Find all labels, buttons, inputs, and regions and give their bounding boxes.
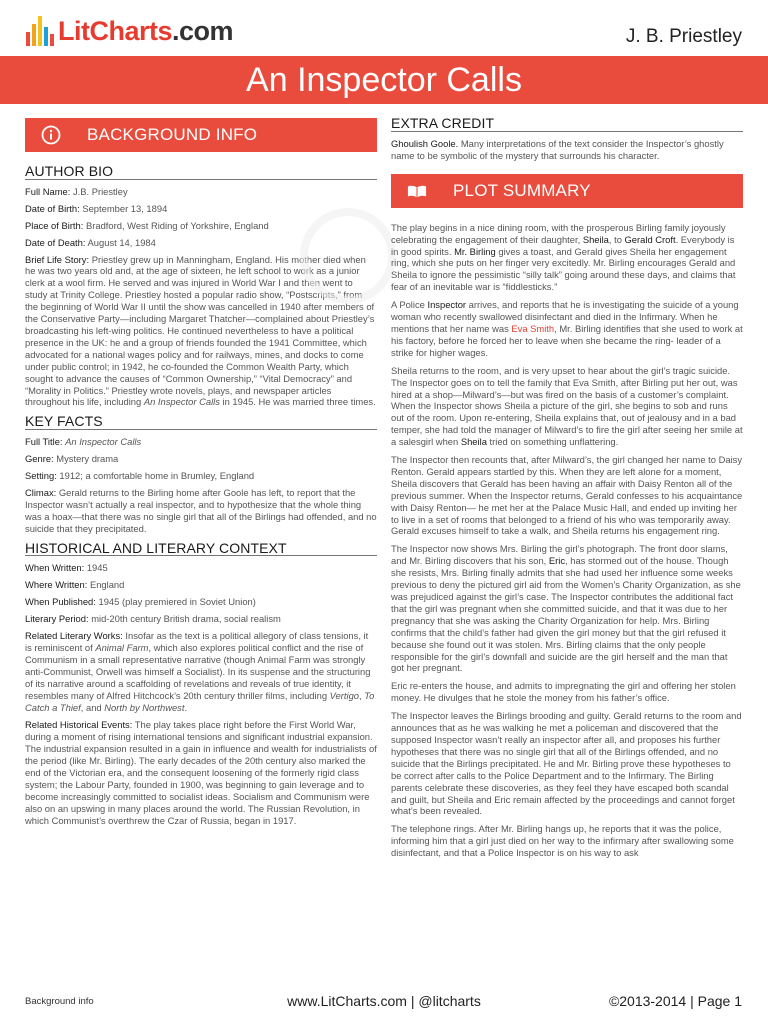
- when-published-row: When Published: 1945 (play premiered in Soviet Union): [25, 596, 256, 608]
- plot-paragraph-4: The Inspector then recounts that, after Milward’s, the girl changed her name to Daisy Renton. Gerald appears startled by this. When they are left alone for a moment, Sheila discovers that Gerald has been having an affair with Daisy Renton all of the previous summer. When the Inspector returns, Gerald confesses to his acquaintance with Daisy Renton— he met her at the Palace Music Hall, and ended up inviting her to live in a set of rooms that belonged to a friend of his who was temporarily away. Gerald excuses himself to take a walk, and Sheila returns his engagement ring.: [391, 454, 743, 537]
- extra-credit-heading: EXTRA CREDIT: [391, 118, 743, 132]
- footer-page-number: ©2013-2014 | Page 1: [608, 993, 742, 1009]
- footer-section-label: Background info: [25, 996, 94, 1007]
- climax-row: Climax: Gerald returns to the Birling home after Goole has left, to report that the Inspector wasn’t actually a real inspector, and to hypothesize that the whole thing was a hoax—that there was no single girl that all of the Birlings had offended, and no suicide that they precipitated.: [25, 486, 377, 534]
- plot-paragraph-1: The play begins in a nice dining room, with the prosperous Birling family joyously celebrating the engagement of their daughter, Sheila, to Gerald Croft. Everybody is in good spirits. Mr. Birling gives a toast, and Gerald gives Sheila her engagement ring, which she puts on her finger very excitedly. Mr. Birling encourages Gerald and Sheila to ignore the pessimistic “silly talk” going around these days, and claims that fear of an inevitable war is “fiddlesticks.”: [391, 221, 736, 293]
- key-facts-heading: KEY FACTS: [25, 416, 377, 430]
- footer-website-link[interactable]: www.LitCharts.com | @litcharts: [287, 993, 481, 1009]
- where-written-row: Where Written: England: [25, 579, 125, 591]
- page-title: An Inspector Calls: [246, 61, 522, 99]
- genre-row: Genre: Mystery drama: [25, 453, 119, 465]
- author-name: J. B. Priestley: [625, 26, 742, 47]
- plot-paragraph-8: The telephone rings. After Mr. Birling hangs up, he reports that it was the police, informing him that a girl just died on her way to the infirmary after swallowing some disinfectant, and that a Police Inspector is on his way to ask: [391, 823, 734, 859]
- life-story: Brief Life Story: Priestley grew up in Manningham, England. His mother died when he was two years old and, at the age of sixteen, he left school to work as a junior clerk at a wool firm. He served and was injured in World War I and then went to study at Trinity College. Priestley hosted a popular radio show, “Postscripts,” from the beginning of World War II until the show was cancelled in 1940 after members of the Conservative Party—including Margaret Thatcher—complained about Priestley’s broadcasting his left-wing politics. He continued nevertheless to have a political presence in the UK: he and a group of friends founded the 1941 Committee, which advocated for a national wages policy and for railways, mines, and docks to come under public control; in 1942, he co-founded the Common Wealth Party, which sought to advance the causes of “Common Ownership,” “Vital Democracy” and “Morality in Politics.” Priestley wrote novels, plays, and newspaper articles throughout his life, including An Inspector Calls in 1945. He was married three times.: [25, 253, 376, 408]
- litcharts-logo[interactable]: [26, 14, 233, 46]
- plot-summary-bar: [391, 174, 743, 208]
- info-circle-icon: [41, 125, 61, 145]
- related-works: Related Literary Works: Insofar as the text is a political allegory of class tensions, it is reminiscent of Animal Farm, which also explores political conflict and the rise of Communism in a small representative narrative (though Animal Farm was strongly anti-Communist, Orwell was himself a Socialist). In its suspense and the structuring of its narrative around a scaffolding of revelations and reveals of true identity, it resembles many of Alfred Hitchcock’s 20th century thriller films, including Vertigo, To Catch a Thief, and North by Northwest.: [25, 630, 375, 713]
- page-header: [0, 0, 768, 56]
- when-written-row: When Written: 1945: [25, 562, 108, 574]
- logo-main: LitCharts: [58, 16, 173, 46]
- plot-paragraph-7: The Inspector leaves the Birlings brooding and guilty. Gerald returns to the room and announces that as he was walking he met a policeman and discovered that the supposed Inspector wasn’t really an inspector after all, and proposes his further hypotheses that there was no single girl that all of the Birlings offended, and no suicide that the Birlings precipitated. He and Mr. Birling prove these hypotheses to be correct after calls to the Police Department and to the Infirmary. The Birling parents celebrate these discoveries, as they feel they have escaped both scandal and guilt, but Sheila and Eric remain affected by the proceedings and cannot forget what’s been revealed.: [391, 710, 742, 817]
- context-heading: HISTORICAL AND LITERARY CONTEXT: [25, 543, 377, 557]
- extra-credit-text: Ghoulish Goole. Many interpretations of the text consider the Inspector’s ghostly name to be symbolic of the mystery that surrounds his character.: [391, 137, 724, 161]
- background-info-heading: BACKGROUND INFO: [87, 125, 258, 145]
- eva-smith-link[interactable]: Eva Smith: [511, 322, 555, 334]
- setting-row: Setting: 1912; a comfortable home in Brumley, England: [25, 470, 255, 482]
- background-info-bar: [25, 118, 377, 152]
- plot-paragraph-2: A Police Inspector arrives, and reports that he is investigating the suicide of a young woman who recently swallowed disinfectant and died in the Infirmary. When he mentions that her name was Eva Smith, Mr. Birling identifies that she used to work at his factory, before he forced her to leave when she became the ring- leader of a strike for higher wages.: [391, 299, 743, 358]
- dob-row: Date of Birth: September 13, 1894: [25, 202, 168, 214]
- dod-row: Date of Death: August 14, 1984: [25, 236, 156, 248]
- logo-bars-icon: [26, 14, 54, 46]
- open-book-icon: [407, 181, 427, 201]
- plot-paragraph-5: The Inspector now shows Mrs. Birling the girl’s photograph. The front door slams, and Mr. Birling discovers that his son, Eric, has stormed out of the house. Though she resists, Mrs. Birling finally admits that she had used her influence some weeks previous to deny the pictured girl aid from the Women’s Charity Organization, as she was prejudiced against the girl’s case. The Inspector contributes the additional fact that the girl was pregnant when she committed suicide, and that it was due to her pregnancy that she was asking the Charity Organization for help. Mrs. Birling confirms that the child’s father had given the girl money but that the girl refused it because she found out it was stolen. Mrs. Birling claims that the only people responsible for the girl’s downfall and suicide are the girl herself and the man that got her pregnant.: [391, 543, 741, 674]
- plot-paragraph-3: Sheila returns to the room, and is very upset to hear about the girl’s tragic suicide. The Inspector goes on to tell the family that Eva Smith, after Birling put her out, was hired at a shop—Milward’s—but was fired on the basis of a customer’s complaint. When the Inspector shows Sheila a picture of the girl, she begins to sob and runs out of the room. Upon re-entering, Sheila explains that, out of jealousy and in a bad temper, she had told the manager of Milward’s to fire the girl after seeing her smile at a salesgirl when Sheila tried on something unflattering.: [391, 364, 743, 448]
- full-title-row: Full Title: An Inspector Calls: [25, 436, 142, 448]
- title-banner: [0, 56, 768, 104]
- logo-suffix: .com: [172, 16, 234, 46]
- author-bio-heading: AUTHOR BIO: [25, 166, 377, 180]
- plot-summary-heading: PLOT SUMMARY: [453, 180, 591, 200]
- pob-row: Place of Birth: Bradford, West Riding of Yorkshire, England: [25, 219, 269, 231]
- full-name-row: Full Name: J.B. Priestley: [25, 185, 128, 197]
- info-watermark-icon: [300, 208, 396, 304]
- right-column: [391, 115, 743, 865]
- literary-period-row: Literary Period: mid-20th century British drama, social realism: [25, 613, 281, 625]
- related-events: Related Historical Events: The play takes place right before the First World War, during a moment of rising international tensions and significant industrial expansion. The industrial expansion resulted in a gain in influence and wealth for industrialists of the period (like Mr. Birling). The early decades of the 20th century also marked the end of the Victorian era, and the consequent loosening of the formerly rigid class system; the Labour Party, founded in 1900, was beginning to gain leverage and to become increasingly committed to socialist ideas. Socialism and Communism were also on an upswing in many places around the world. The Russian Revolution, in which Communist’s overthrew the Czar of Russia, began in 1917.: [25, 719, 377, 826]
- plot-paragraph-6: Eric re-enters the house, and admits to impregnating the girl and offering her stolen money. He divulges that he stole the money from his father’s office.: [391, 680, 736, 704]
